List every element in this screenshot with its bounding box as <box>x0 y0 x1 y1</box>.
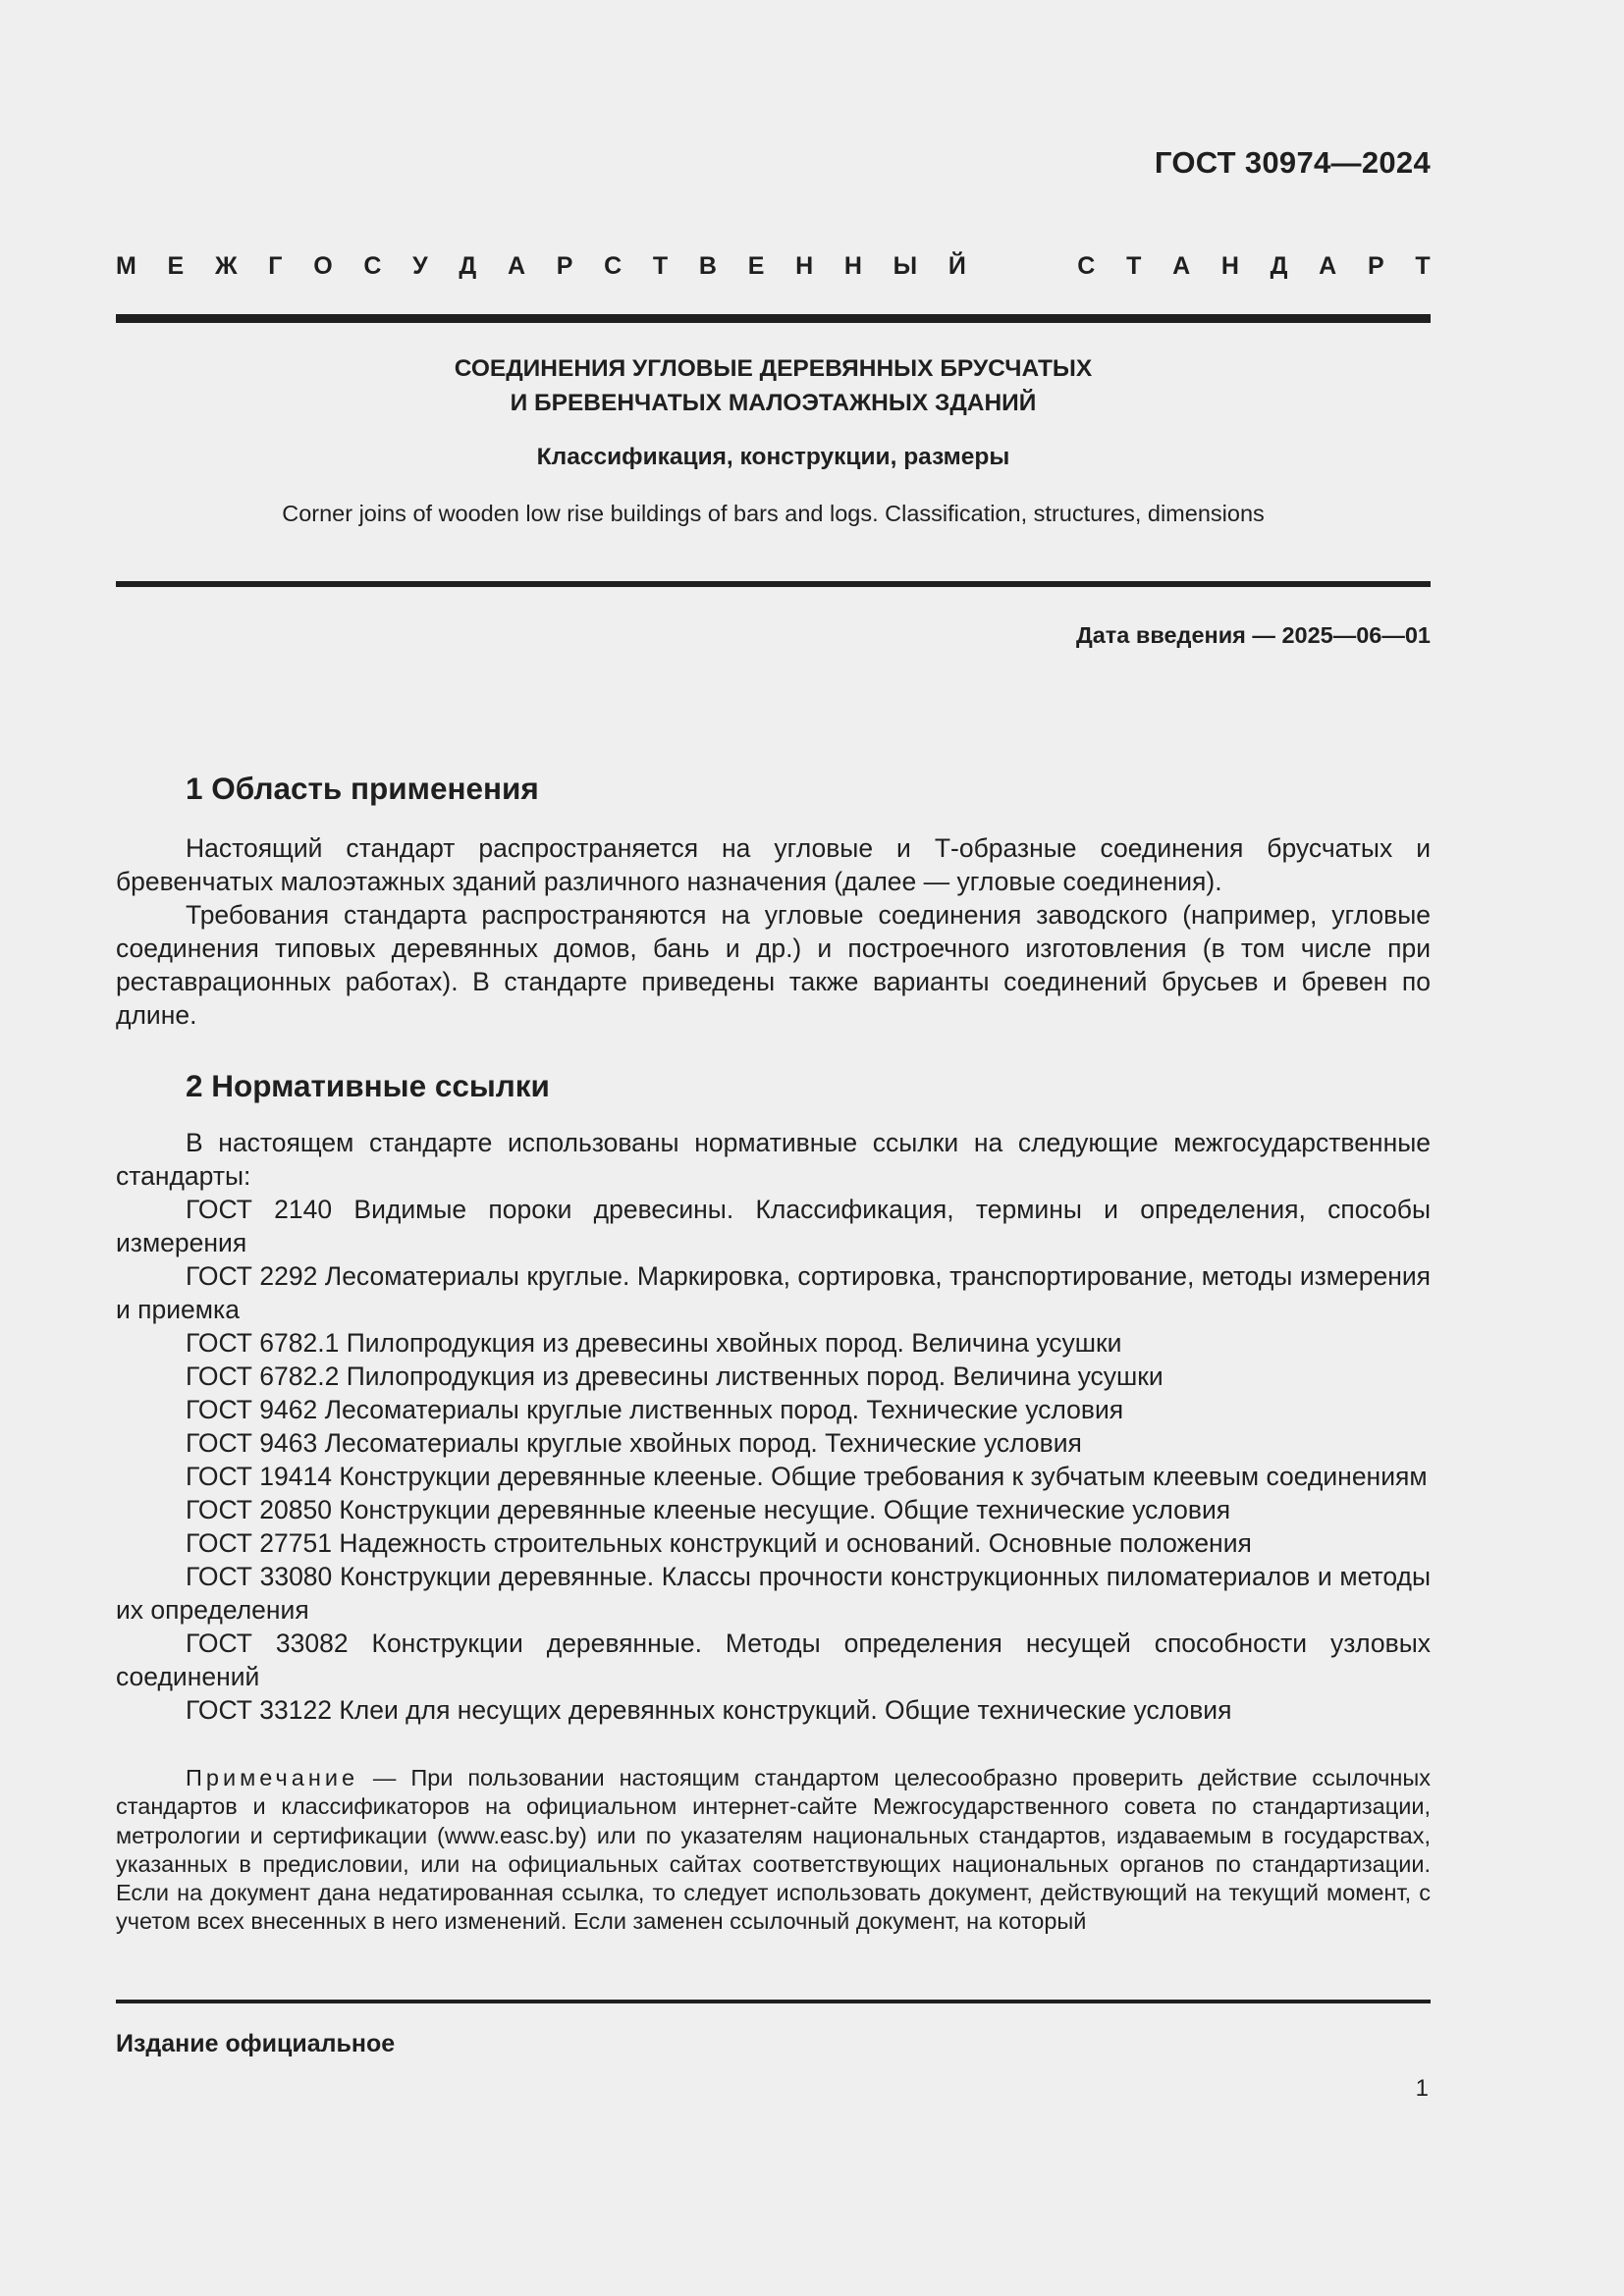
reference-item: ГОСТ 9463 Лесоматериалы круглые хвойных пород. Технические условия <box>186 1428 1082 1458</box>
document-subtitle: Классификация, конструкции, размеры <box>536 444 1010 470</box>
section-references-body <box>116 1126 1431 1727</box>
heading-letter: О <box>313 251 333 280</box>
section-scope-body <box>116 831 1431 1032</box>
heading-letter: У <box>412 251 428 280</box>
edition-label: Издание официальное <box>116 2030 396 2057</box>
heading-letter: Д <box>459 251 477 280</box>
heading-letter: Н <box>795 251 814 280</box>
note-block <box>116 1764 1431 1937</box>
heading-letter: С <box>363 251 382 280</box>
paragraph: Требования стандарта распространяются на угловые соединения заводского (например, угловые соединения типовых деревянных домов, бань и др.) и построечного изготовления (в том числе при реставрационных работах). В стандарте приведены также варианты соединений брусьев и бревен по длине. <box>116 900 1431 1030</box>
reference-item: ГОСТ 2140 Видимые пороки древесины. Классификация, термины и определения, способы измерения <box>116 1195 1431 1257</box>
reference-item: ГОСТ 33122 Клеи для несущих деревянных конструкций. Общие технические условия <box>186 1695 1232 1725</box>
footer-rule <box>116 2000 1431 2003</box>
heading-letter: Н <box>843 251 862 280</box>
heading-letter: Д <box>1270 251 1288 280</box>
page-number: 1 <box>1415 2075 1429 2102</box>
reference-item: ГОСТ 2292 Лесоматериалы круглые. Маркировка, сортировка, транспортирование, методы измерения и приемка <box>116 1261 1431 1324</box>
reference-item: ГОСТ 6782.1 Пилопродукция из древесины хвойных пород. Величина усушки <box>186 1328 1122 1358</box>
heading-letter: Ы <box>893 251 918 280</box>
paragraph: В настоящем стандарте использованы нормативные ссылки на следующие межгосударственные стандарты: <box>116 1128 1431 1191</box>
heading-letter: Р <box>556 251 573 280</box>
section-heading-references: 2 Нормативные ссылки <box>186 1068 550 1103</box>
heading-letter: С <box>604 251 623 280</box>
english-title: Corner joins of wooden low rise buildings of bars and logs. Classification, structures, dimensions <box>282 501 1265 526</box>
header-rule <box>116 314 1431 323</box>
heading-letter: Р <box>1367 251 1384 280</box>
heading-letter: М <box>116 251 136 280</box>
introduction-date: Дата введения — 2025—06—01 <box>1075 622 1431 648</box>
reference-item: ГОСТ 27751 Надежность строительных конструкций и оснований. Основные положения <box>186 1528 1252 1558</box>
heading-letter: Т <box>1126 251 1142 280</box>
heading-letter: Ж <box>214 251 238 280</box>
reference-item: ГОСТ 20850 Конструкции деревянные клееные несущие. Общие технические условия <box>186 1495 1231 1524</box>
note-label: Примечание <box>186 1765 359 1790</box>
heading-letter: Й <box>947 251 966 280</box>
paragraph: Настоящий стандарт распространяется на угловые и Т-образные соединения брусчатых и бревенчатых малоэтажных зданий различного назначения (далее — угловые соединения). <box>116 833 1431 896</box>
reference-item: ГОСТ 6782.2 Пилопродукция из древесины лиственных пород. Величина усушки <box>186 1362 1164 1391</box>
reference-item: ГОСТ 33082 Конструкции деревянные. Методы определения несущей способности узловых соединений <box>116 1629 1431 1691</box>
heading-letter: Н <box>1220 251 1239 280</box>
reference-item: ГОСТ 9462 Лесоматериалы круглые лиственных пород. Технические условия <box>186 1395 1124 1424</box>
heading-letter: Е <box>747 251 765 280</box>
section-heading-scope: 1 Область применения <box>186 771 539 806</box>
title-block <box>116 351 1431 527</box>
note-text: — При пользовании настоящим стандартом целесообразно проверить действие ссылочных стандартов и классификаторов на официальном интернет-сайте Межгосударственного совета по стандартизации, метрологии и сертификации (www.easc.by) или по указателям национальных стандартов, издаваемым в государствах, указанных в предисловии, или на официальных сайтах соответствующих национальных органов по стандартизации. Если на документ дана недатированная ссылка, то следует использовать документ, действующий на текущий момент, с учетом всех внесенных в него изменений. Если заменен ссылочный документ, на который <box>116 1765 1431 1935</box>
heading-letter: Г <box>268 251 283 280</box>
reference-item: ГОСТ 19414 Конструкции деревянные клееные. Общие требования к зубчатым клеевым соединениям <box>186 1462 1428 1491</box>
title-line-2: И БРЕВЕНЧАТЫХ МАЛОЭТАЖНЫХ ЗДАНИЙ <box>510 390 1037 416</box>
title-rule <box>116 581 1431 587</box>
document-number: ГОСТ 30974—2024 <box>1154 145 1431 180</box>
heading-letter: Е <box>167 251 185 280</box>
interstate-standard-heading <box>116 250 1431 282</box>
title-line-1: СОЕДИНЕНИЯ УГЛОВЫЕ ДЕРЕВЯННЫХ БРУСЧАТЫХ <box>454 355 1093 382</box>
heading-letter: Т <box>1415 251 1431 280</box>
heading-letter: С <box>1077 251 1096 280</box>
reference-item: ГОСТ 33080 Конструкции деревянные. Классы прочности конструкционных пиломатериалов и методы их определения <box>116 1562 1431 1625</box>
heading-letter: А <box>1319 251 1337 280</box>
heading-letter: А <box>507 251 526 280</box>
heading-letter: Т <box>652 251 669 280</box>
heading-letter: А <box>1172 251 1191 280</box>
heading-letter: В <box>698 251 717 280</box>
